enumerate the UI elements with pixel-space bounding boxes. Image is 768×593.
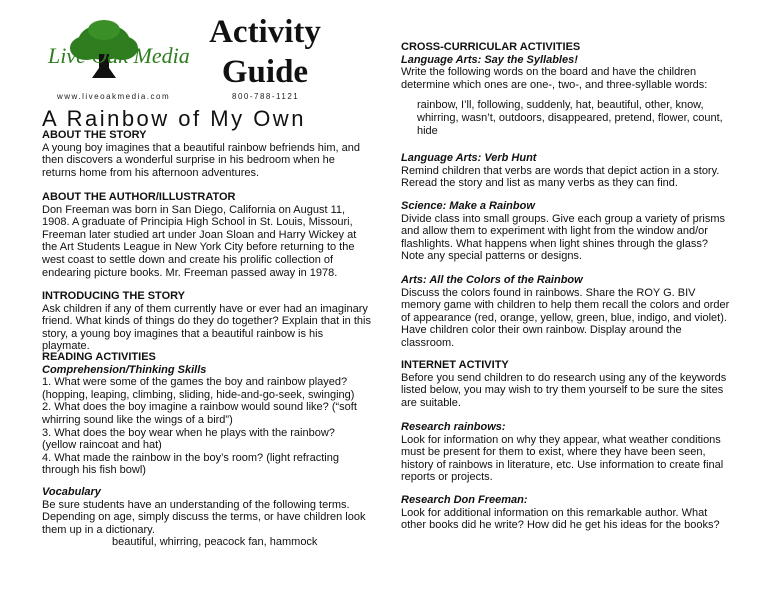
guide-title-line-1: Activity xyxy=(209,14,321,50)
about-author-section xyxy=(42,191,372,279)
activity-guide-title xyxy=(205,12,325,92)
introducing-text: Ask children if any of them currently have or ever had an imaginary friend. What kinds of things do they do together? Explain that in this story, a young boy imagines that a beautiful rainbow is his playmate. xyxy=(42,302,371,353)
vocabulary-text: Be sure students have an understanding of the following terms. Depending on age, simply discuss the terms, or have children look them up in a dictionary. xyxy=(42,498,366,536)
research-freeman-section xyxy=(401,494,731,532)
about-author-heading: ABOUT THE AUTHOR/ILLUSTRATOR xyxy=(42,191,236,203)
internet-heading: INTERNET ACTIVITY xyxy=(401,359,509,371)
question-1: 1. What were some of the games the boy and rainbow played? (hopping, leaping, climbing, sliding, hide-and-go-seek, swinging) xyxy=(42,376,355,401)
arts-heading: Arts: All the Colors of the Rainbow xyxy=(401,274,583,286)
question-4: 4. What made the rainbow in the boy’s room? (light refracting through his fish bowl) xyxy=(42,451,339,477)
vocabulary-section xyxy=(42,486,372,549)
syllable-word-list: rainbow, I’ll, following, suddenly, hat, beautiful, other, know, whirring, wasn’t, outdoors, disappeared, pretend, flower, count, hide xyxy=(417,99,723,137)
research-freeman-text: Look for additional information on this remarkable author. What other books did he write? How did he get his ideas for the books? xyxy=(401,506,720,532)
about-story-heading: ABOUT THE STORY xyxy=(42,129,147,141)
book-title: A Rainbow of My Own xyxy=(42,106,306,131)
verb-hunt-text: Remind children that verbs are words that depict action in a story. Reread the story and list as many verbs as they can find. xyxy=(401,164,720,190)
about-author-text: Don Freeman was born in San Diego, California on August 11, 1908. A graduate of Principia High School in St. Louis, Missouri, Freeman later studied art under Joan Sloan and Harry Wickey at the Art Students League in New York City before returning to the west coast to settle down and create his prolific collection of endearing picture books. Mr. Freeman passed away in 1978. xyxy=(42,203,357,279)
phone-number: 800-788-1121 xyxy=(232,92,300,101)
vocabulary-terms: beautiful, whirring, peacock fan, hammock xyxy=(112,536,318,549)
say-syllables-subheading: Language Arts: Say the Syllables! xyxy=(401,53,578,66)
about-story-section xyxy=(42,129,372,179)
verb-hunt-heading: Language Arts: Verb Hunt xyxy=(401,152,537,164)
vocabulary-heading: Vocabulary xyxy=(42,486,101,498)
cross-curricular-heading: CROSS-CURRICULAR ACTIVITIES xyxy=(401,41,581,53)
cross-curricular-section xyxy=(401,41,731,137)
question-3: 3. What does the boy wear when he plays with the rainbow? (yellow raincoat and hat) xyxy=(42,426,335,452)
introducing-section xyxy=(42,290,372,353)
about-story-text: A young boy imagines that a beautiful rainbow befriends him, and then discovers a wonderful surprise in his bedroom when he returns home from his afternoon adventures. xyxy=(42,141,360,179)
website-url[interactable]: www.liveoakmedia.com xyxy=(57,92,171,101)
science-section xyxy=(401,200,731,263)
research-rainbows-section xyxy=(401,421,731,484)
question-2: 2. What does the boy imagine a rainbow would sound like? (“soft whirring sound like the wings of a bird”) xyxy=(42,401,357,426)
arts-section xyxy=(401,274,731,350)
research-rainbows-heading: Research rainbows: xyxy=(401,421,506,433)
logo-wordmark: Live Oak Media xyxy=(48,43,190,68)
research-freeman-heading: Research Don Freeman: xyxy=(401,494,528,506)
say-syllables-text: Write the following words on the board and have the children determine which ones are one-, two-, and three-syllable words: xyxy=(401,66,708,91)
verb-hunt-section xyxy=(401,152,731,190)
reading-activities-section xyxy=(42,351,372,477)
internet-activity-section xyxy=(401,359,731,409)
comprehension-subheading: Comprehension/Thinking Skills xyxy=(42,363,207,376)
arts-text: Discuss the colors found in rainbows. Share the ROY G. BIV memory game with children to help them recall the colors and order of appearance (red, orange, yellow, green, blue, indigo, and violet). Have children color their own rainbow. Display around the classroom. xyxy=(401,286,730,349)
reading-heading: READING ACTIVITIES xyxy=(42,351,156,363)
internet-text: Before you send children to do research using any of the keywords listed below, you may wish to try them yourself to be sure the sites are suitable. xyxy=(401,371,727,409)
science-text: Divide class into small groups. Give each group a variety of prisms and allow them to experiment with light from the window and/or flashlights. What happens when light shines through the glass? Note any special patterns or designs. xyxy=(401,212,726,263)
introducing-heading: INTRODUCING THE STORY xyxy=(42,290,186,302)
research-rainbows-text: Look for information on why they appear, what weather conditions must be present for them to exist, where they have been seen, history of rainbows in literature, etc. Use information to create final reports or projects. xyxy=(401,433,724,484)
science-heading: Science: Make a Rainbow xyxy=(401,200,535,212)
guide-title-line-2: Guide xyxy=(221,54,309,90)
